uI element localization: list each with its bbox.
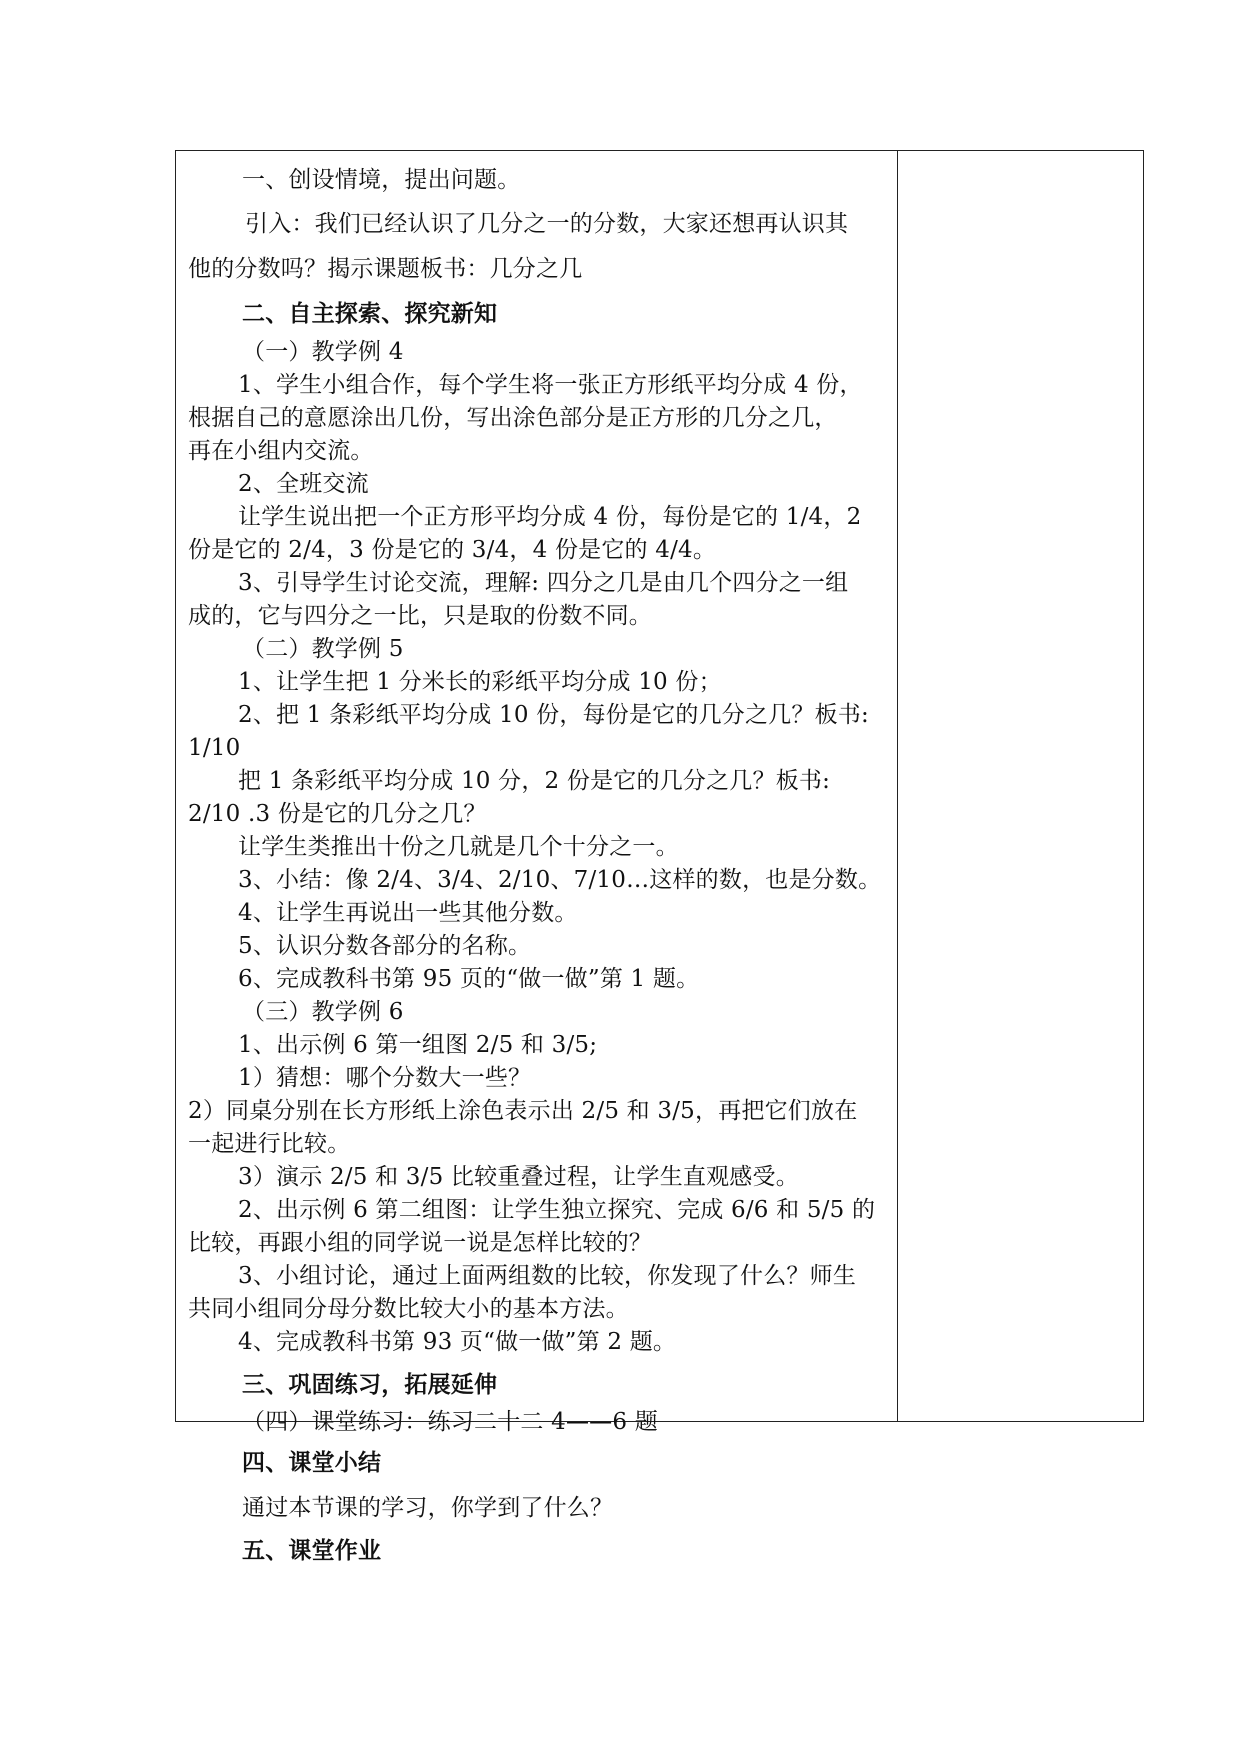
text-line: 2、把 1 条彩纸平均分成 10 份，每份是它的几分之几？板书: xyxy=(238,702,869,728)
text-line: 2、全班交流 xyxy=(238,471,369,497)
text-line: （二）教学例 5 xyxy=(242,636,404,662)
text-line: 3、引导学生讨论交流，理解: 四分之几是由几个四分之一组 xyxy=(238,570,849,596)
text-line: （四）课堂练习：练习二十二 4——6 题 xyxy=(242,1409,658,1435)
text-line: 引入：我们已经认识了几分之一的分数，大家还想再认识其 xyxy=(245,211,849,237)
section-heading: 三、巩固练习，拓展延伸 xyxy=(242,1372,498,1398)
text-line: 1、让学生把 1 分米长的彩纸平均分成 10 份； xyxy=(238,669,722,695)
text-line: 1、出示例 6 第一组图 2/5 和 3/5; xyxy=(238,1032,598,1058)
text-line: 根据自己的意愿涂出几份，写出涂色部分是正方形的几分之几， xyxy=(188,405,838,431)
text-line: 1）猜想：哪个分数大一些？ xyxy=(238,1065,532,1091)
text-line: （三）教学例 6 xyxy=(242,999,404,1025)
text-line: 成的，它与四分之一比，只是取的份数不同。 xyxy=(188,603,652,629)
text-line: 他的分数吗？揭示课题板书：几分之几 xyxy=(188,256,583,282)
text-line: 比较，再跟小组的同学说一说是怎样比较的？ xyxy=(188,1230,652,1256)
text-line: 5、认识分数各部分的名称。 xyxy=(238,933,532,959)
text-line: 份是它的 2/4，3 份是它的 3/4，4 份是它的 4/4。 xyxy=(188,537,717,563)
text-line: 让学生说出把一个正方形平均分成 4 份，每份是它的 1/4，2 xyxy=(238,504,862,530)
text-line: 一起进行比较。 xyxy=(188,1131,351,1157)
text-line: 4、完成教科书第 93 页“做一做”第 2 题。 xyxy=(238,1329,677,1355)
section-heading: 四、课堂小结 xyxy=(242,1450,382,1476)
text-line: 共同小组同分母分数比较大小的基本方法。 xyxy=(188,1296,629,1322)
text-line: 3）演示 2/5 和 3/5 比较重叠过程，让学生直观感受。 xyxy=(238,1164,799,1190)
text-line: 2、出示例 6 第二组图：让学生独立探究、完成 6/6 和 5/5 的 xyxy=(238,1197,876,1223)
text-line: 2）同桌分别在长方形纸上涂色表示出 2/5 和 3/5，再把它们放在 xyxy=(188,1098,858,1124)
text-line: 让学生类推出十份之几就是几个十分之一。 xyxy=(238,834,679,860)
section-heading: 五、课堂作业 xyxy=(242,1538,382,1564)
text-line: 1、学生小组合作，每个学生将一张正方形纸平均分成 4 份， xyxy=(238,372,863,398)
text-line: 1/10 xyxy=(188,735,241,761)
text-line: 把 1 条彩纸平均分成 10 分，2 份是它的几分之几？板书: xyxy=(238,768,831,794)
text-line: 一、创设情境，提出问题。 xyxy=(242,167,521,193)
text-line: 4、让学生再说出一些其他分数。 xyxy=(238,900,578,926)
column-divider xyxy=(897,150,898,1422)
text-line: 通过本节课的学习，你学到了什么？ xyxy=(242,1495,614,1521)
text-line: 6、完成教科书第 95 页的“做一做”第 1 题。 xyxy=(238,966,700,992)
text-line: （一）教学例 4 xyxy=(242,339,404,365)
text-line: 2/10 .3 份是它的几分之几？ xyxy=(188,801,487,827)
text-line: 再在小组内交流。 xyxy=(188,438,374,464)
section-heading: 二、自主探索、探究新知 xyxy=(242,301,498,327)
text-line: 3、小结：像 2/4、3/4、2/10、7/10…这样的数，也是分数。 xyxy=(238,867,882,893)
text-line: 3、小组讨论，通过上面两组数的比较，你发现了什么？师生 xyxy=(238,1263,857,1289)
